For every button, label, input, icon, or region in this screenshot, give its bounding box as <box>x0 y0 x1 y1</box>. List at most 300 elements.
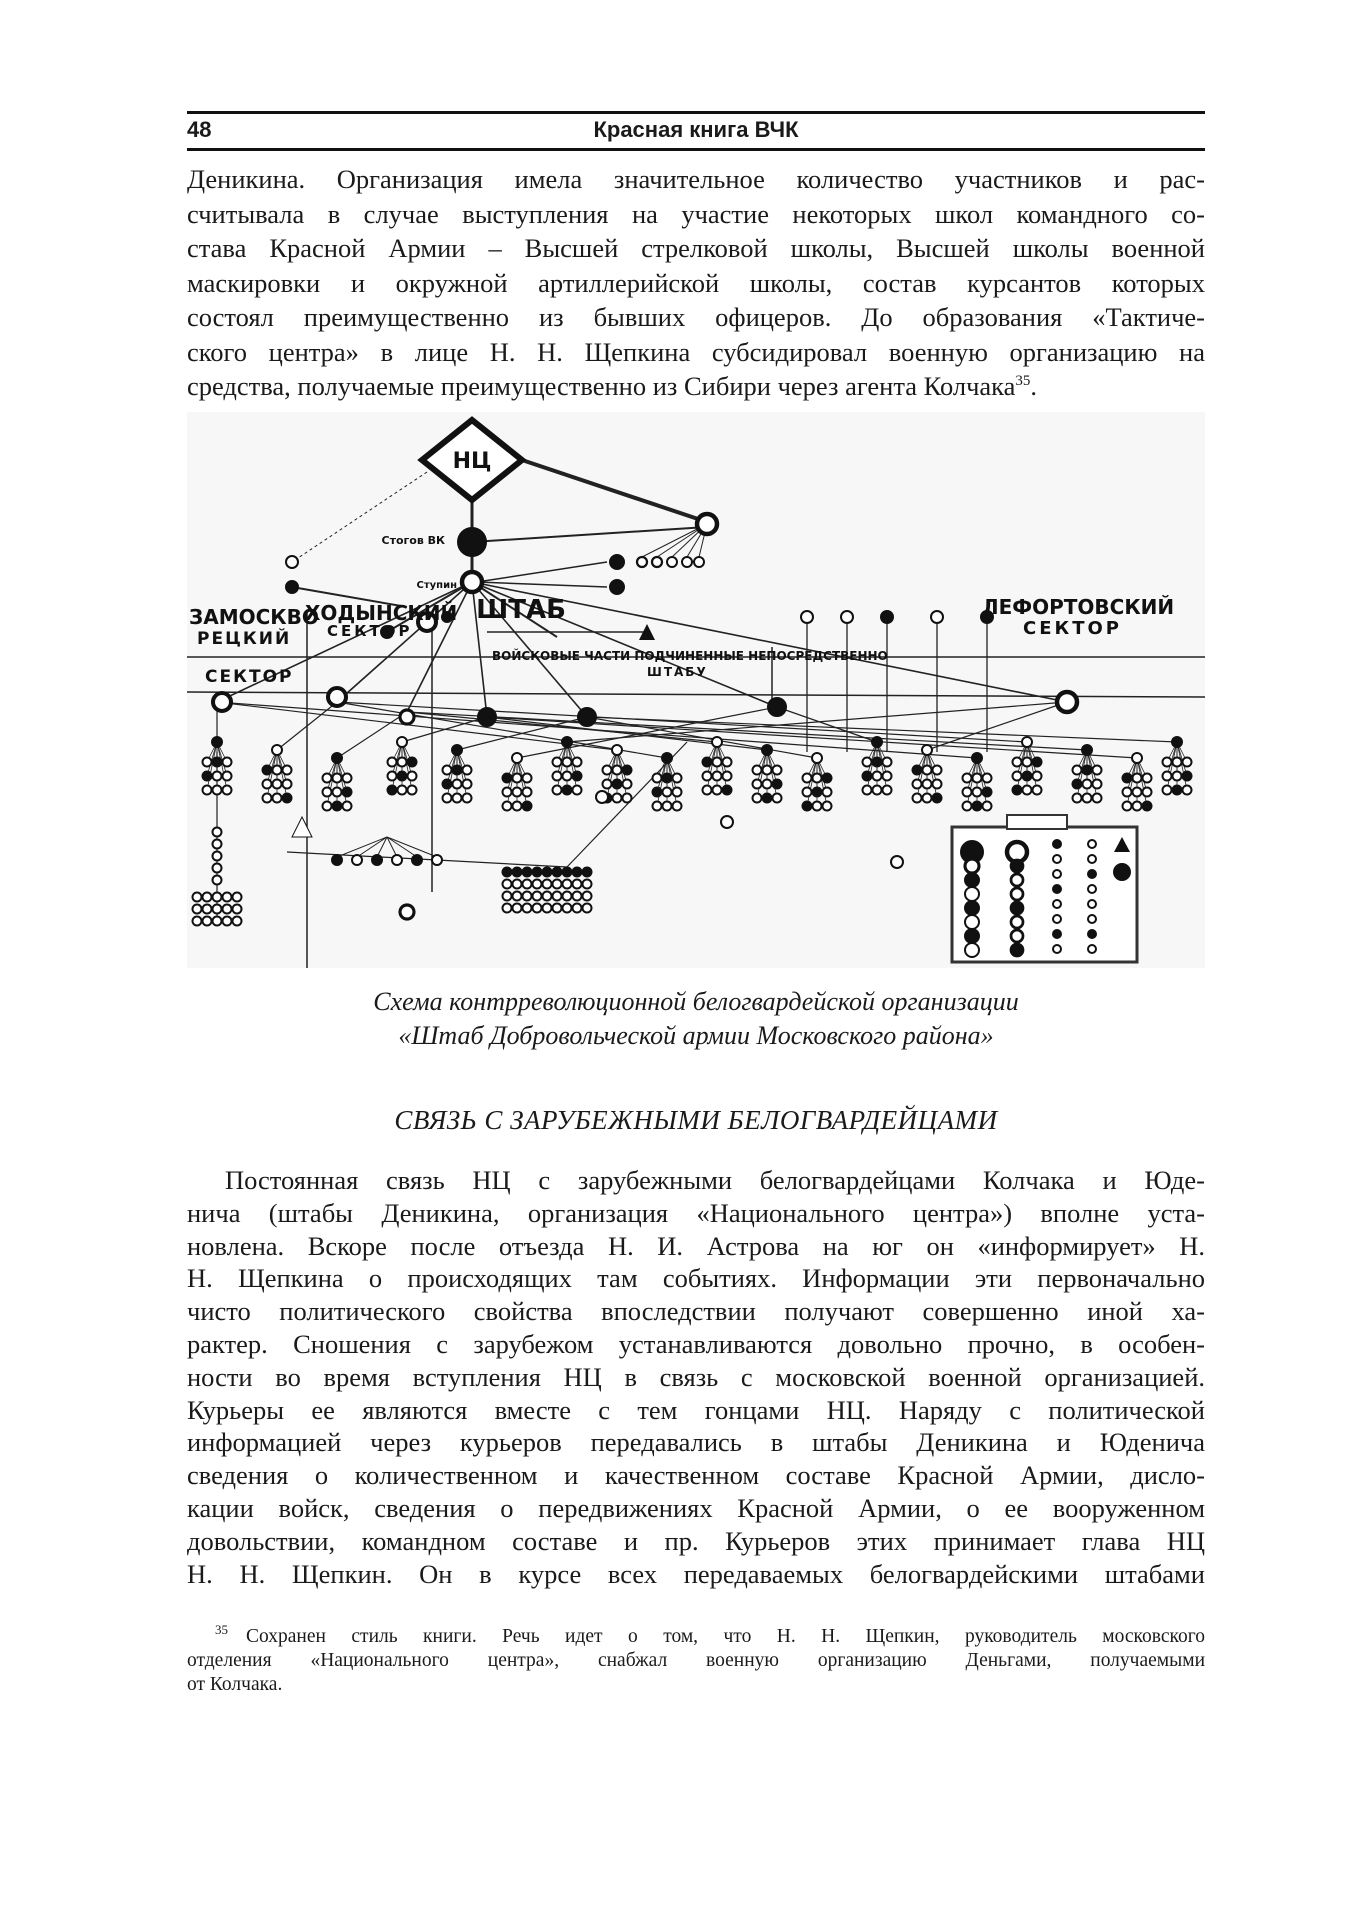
member-node <box>673 774 682 783</box>
member-node-filled <box>813 788 822 797</box>
member-node <box>1011 874 1023 886</box>
member-node-filled <box>398 772 407 781</box>
member-node <box>1133 802 1142 811</box>
member-node-filled <box>333 802 342 811</box>
member-node <box>233 917 242 926</box>
member-node-filled <box>443 780 452 789</box>
member-node <box>432 855 442 865</box>
member-node <box>637 557 647 567</box>
section-heading: СВЯЗЬ С ЗАРУБЕЖНЫМИ БЕЛОГВАРДЕЙЦАМИ <box>394 1105 998 1135</box>
member-node-filled <box>610 555 624 569</box>
member-node-filled <box>513 868 522 877</box>
member-node <box>873 772 882 781</box>
member-node <box>922 745 932 755</box>
member-node <box>723 772 732 781</box>
organization-diagram <box>187 412 1205 968</box>
member-node <box>931 611 943 623</box>
member-node-filled <box>452 745 462 755</box>
member-node <box>813 802 822 811</box>
member-node <box>623 794 632 803</box>
khodynsky-label-1: ХОДЫНСКИЙ <box>305 601 458 625</box>
member-node <box>323 802 332 811</box>
running-head <box>187 114 1205 146</box>
member-node <box>923 794 932 803</box>
member-node-filled <box>543 868 552 877</box>
member-node <box>1073 766 1082 775</box>
member-node <box>523 788 532 797</box>
page-number: 48 <box>187 117 212 142</box>
member-node <box>1033 786 1042 795</box>
text-line: маскировки и окружной артиллерийской школы, состав курсантов которых <box>187 267 1205 298</box>
diagram-svg <box>187 412 1205 968</box>
member-node <box>213 840 222 849</box>
troops-label-1: ВОЙСКОВЫЕ ЧАСТИ ПОДЧИНЕННЫЕ НЕПОСРЕДСТВЕННО <box>492 649 888 663</box>
member-node <box>400 710 414 724</box>
member-node <box>697 514 717 534</box>
member-node <box>352 855 362 865</box>
member-node <box>263 794 272 803</box>
member-node <box>573 892 582 901</box>
footnote-line: отделения «Национального центра», снабжал военную организацию Деньгами, получаемыми <box>187 1650 1205 1671</box>
book-page <box>187 0 1205 1920</box>
member-node <box>443 766 452 775</box>
member-node-filled <box>762 745 772 755</box>
member-node <box>223 917 232 926</box>
member-node <box>801 611 813 623</box>
caption-line: «Штаб Добровольческой армии Московского района» <box>398 1021 994 1050</box>
member-node <box>913 794 922 803</box>
member-node <box>398 758 407 767</box>
member-node <box>603 766 612 775</box>
member-node <box>397 737 407 747</box>
member-node-filled <box>983 788 992 797</box>
member-node-filled <box>823 774 832 783</box>
member-node <box>553 772 562 781</box>
member-node-filled <box>408 758 417 767</box>
member-node <box>667 557 677 567</box>
member-node <box>203 758 212 767</box>
member-node-filled <box>523 868 532 877</box>
khodynsky-label-2: СЕКТОР <box>327 622 413 640</box>
member-node <box>1088 885 1096 893</box>
member-node-filled <box>973 802 982 811</box>
member-node <box>583 880 592 889</box>
member-node <box>213 893 222 902</box>
member-node <box>398 786 407 795</box>
member-node <box>513 788 522 797</box>
member-node <box>1053 855 1061 863</box>
text-line: сведения о количественном и качественном составе Красной Армии, дисло- <box>187 1460 1205 1491</box>
member-node <box>523 774 532 783</box>
member-node <box>1133 788 1142 797</box>
member-node <box>873 786 882 795</box>
text-line-last <box>187 369 1205 404</box>
member-node <box>965 915 979 929</box>
member-node <box>273 780 282 789</box>
member-node <box>1011 888 1023 900</box>
member-node-filled <box>863 772 872 781</box>
text-line: ского центра» в лице Н. Н. Щепкина субсидировал военную организацию на <box>187 336 1205 367</box>
member-node <box>823 788 832 797</box>
member-node <box>973 774 982 783</box>
footnote-line <box>187 1622 1205 1649</box>
member-node-filled <box>872 737 882 747</box>
member-node-filled <box>212 737 222 747</box>
stupin-label: Ступин <box>416 580 457 591</box>
member-node <box>343 802 352 811</box>
figure-caption <box>187 985 1205 1053</box>
member-node <box>553 904 562 913</box>
member-node <box>653 802 662 811</box>
member-node <box>1023 786 1032 795</box>
member-node <box>388 758 397 767</box>
book-title: Красная книга ВЧК <box>593 117 799 142</box>
member-node <box>463 780 472 789</box>
member-node <box>512 753 522 763</box>
member-node <box>193 917 202 926</box>
member-node-filled <box>610 580 624 594</box>
member-node-filled <box>1088 930 1096 938</box>
member-node <box>1123 802 1132 811</box>
zamoskvo-label-3: СЕКТОР <box>205 667 294 687</box>
member-node <box>1133 774 1142 783</box>
member-node <box>965 887 979 901</box>
member-node <box>213 852 222 861</box>
member-node <box>286 556 298 568</box>
member-node-filled <box>1053 930 1061 938</box>
member-node <box>223 772 232 781</box>
member-node <box>753 794 762 803</box>
member-node <box>553 892 562 901</box>
member-node <box>703 772 712 781</box>
member-node <box>713 786 722 795</box>
member-node-filled <box>1172 737 1182 747</box>
member-node <box>272 745 282 755</box>
member-node <box>1173 758 1182 767</box>
text-line: кации войск, сведения о передвижениях Красной Армии, о ее вооруженном <box>187 1492 1205 1523</box>
member-node <box>203 893 212 902</box>
member-node <box>453 794 462 803</box>
member-node <box>233 893 242 902</box>
member-node <box>663 802 672 811</box>
member-node-filled <box>1023 772 1032 781</box>
member-node-filled <box>1183 772 1192 781</box>
member-node-filled <box>286 581 298 593</box>
member-node <box>263 780 272 789</box>
member-node <box>883 772 892 781</box>
member-node <box>1132 753 1142 763</box>
zamoskvo-label-2: РЕЦКИЙ <box>197 629 292 649</box>
member-node <box>763 766 772 775</box>
member-node <box>652 557 662 567</box>
member-node <box>1053 870 1061 878</box>
member-node <box>753 766 762 775</box>
member-node-filled <box>965 929 979 943</box>
member-node <box>533 880 542 889</box>
member-node <box>193 893 202 902</box>
member-node <box>1088 900 1096 908</box>
member-node <box>863 786 872 795</box>
member-node <box>712 737 722 747</box>
member-node-filled <box>412 855 422 865</box>
member-node-filled <box>1073 780 1082 789</box>
member-node <box>388 772 397 781</box>
member-node <box>1088 945 1096 953</box>
member-node <box>503 892 512 901</box>
member-node <box>753 780 762 789</box>
member-node-filled <box>563 786 572 795</box>
member-node <box>673 802 682 811</box>
member-node <box>573 786 582 795</box>
member-node <box>603 780 612 789</box>
member-node <box>1093 794 1102 803</box>
member-node-filled <box>803 802 812 811</box>
member-node <box>213 693 231 711</box>
member-node <box>203 786 212 795</box>
member-node <box>663 788 672 797</box>
member-node <box>273 794 282 803</box>
footnote-text: Сохранен стиль книги. Речь идет о том, что Н. Н. Щепкин, руководитель московского <box>246 1626 1205 1647</box>
member-node-filled <box>1033 758 1042 767</box>
member-node <box>1023 758 1032 767</box>
member-node <box>1163 772 1172 781</box>
member-node <box>513 774 522 783</box>
member-node-filled <box>1088 870 1096 878</box>
member-node <box>392 855 402 865</box>
member-node <box>763 780 772 789</box>
member-node-filled <box>1011 902 1023 914</box>
paragraph-2 <box>187 1164 1205 1590</box>
member-node-filled <box>578 708 596 726</box>
member-node <box>553 758 562 767</box>
member-node-filled <box>503 868 512 877</box>
member-node <box>223 893 232 902</box>
member-node-filled <box>458 528 486 556</box>
member-node <box>193 905 202 914</box>
member-node <box>323 774 332 783</box>
member-node <box>1163 758 1172 767</box>
member-node-filled <box>1082 745 1092 755</box>
member-node <box>213 876 222 885</box>
member-node-filled <box>881 611 893 623</box>
member-node <box>463 766 472 775</box>
member-node <box>963 774 972 783</box>
member-node <box>328 688 346 706</box>
member-node-filled <box>613 780 622 789</box>
member-node <box>513 904 522 913</box>
text-line: чисто политического свойства впоследствии получают совершенно иной ха- <box>187 1296 1205 1327</box>
member-node-filled <box>1053 885 1061 893</box>
member-node <box>408 786 417 795</box>
member-node <box>723 758 732 767</box>
member-node-filled <box>523 802 532 811</box>
text-line: ности во время вступления НЦ в связь с московской военной организацией. <box>187 1361 1205 1392</box>
member-node-filled <box>562 737 572 747</box>
member-node <box>883 786 892 795</box>
member-node <box>203 905 212 914</box>
member-node <box>963 788 972 797</box>
member-node <box>713 772 722 781</box>
member-node <box>803 774 812 783</box>
text-line: Н. Н. Щепкин. Он в курсе всех передаваемых белогвардейскими штабами <box>187 1558 1205 1589</box>
member-node-filled <box>332 855 342 865</box>
member-node <box>1088 915 1096 923</box>
member-node <box>1013 772 1022 781</box>
member-node <box>1013 758 1022 767</box>
text-line: состоял преимущественно из бывших офицеров. До образования «Тактиче- <box>187 302 1205 332</box>
member-node <box>513 802 522 811</box>
member-node <box>773 794 782 803</box>
member-node-filled <box>662 753 672 763</box>
member-node <box>1088 840 1096 848</box>
member-node-filled <box>453 766 462 775</box>
member-node <box>913 780 922 789</box>
member-node <box>223 905 232 914</box>
text-line: Курьеры ее являются вместе с тем гонцами НЦ. Наряду с политической <box>187 1394 1205 1425</box>
member-node <box>273 766 282 775</box>
member-node <box>543 892 552 901</box>
member-node <box>823 802 832 811</box>
member-node-filled <box>388 786 397 795</box>
member-node-filled <box>332 753 342 763</box>
text-line: довольствии, командном составе и пр. Курьеров этих принимает глава НЦ <box>187 1525 1205 1556</box>
member-node <box>813 774 822 783</box>
member-node <box>773 766 782 775</box>
member-node <box>1057 692 1077 712</box>
member-node-filled <box>563 868 572 877</box>
member-node <box>573 758 582 767</box>
member-node-filled <box>972 753 982 763</box>
member-node <box>213 772 222 781</box>
member-node <box>462 572 482 592</box>
member-node <box>1083 794 1092 803</box>
lefortovsky-label-1: ЛЕФОРТОВСКИЙ <box>982 595 1175 619</box>
member-node-filled <box>503 774 512 783</box>
member-node <box>333 774 342 783</box>
member-node-filled <box>703 758 712 767</box>
member-node-filled <box>283 794 292 803</box>
text-line: новлена. Вскоре после отъезда Н. И. Астрова на юг он «информирует» Н. <box>187 1230 1205 1261</box>
member-node-filled <box>663 774 672 783</box>
member-node-filled <box>913 766 922 775</box>
member-node-filled <box>343 788 352 797</box>
member-node <box>623 780 632 789</box>
text-line: информацией через курьеров передавались в штабы Деникина и Юденича <box>187 1427 1205 1458</box>
member-node <box>223 758 232 767</box>
member-node <box>323 788 332 797</box>
member-node <box>553 880 562 889</box>
member-node-filled <box>653 788 662 797</box>
member-node-filled <box>1123 774 1132 783</box>
footnote-reference[interactable]: 35 <box>1015 373 1031 389</box>
member-node-filled <box>965 901 979 915</box>
member-node-filled <box>768 698 786 716</box>
member-node-filled <box>1053 840 1061 848</box>
member-node <box>503 904 512 913</box>
member-node-filled <box>213 758 222 767</box>
member-node <box>713 758 722 767</box>
member-node <box>613 794 622 803</box>
member-node <box>1022 737 1032 747</box>
end-punctuation: . <box>1030 371 1038 401</box>
member-node <box>563 904 572 913</box>
member-node <box>891 856 903 868</box>
diagram-legend-tab <box>1007 815 1067 829</box>
member-node <box>553 786 562 795</box>
member-node <box>503 788 512 797</box>
member-node <box>213 828 222 837</box>
member-node <box>1093 780 1102 789</box>
paragraph-1 <box>187 162 1205 404</box>
member-node-filled <box>553 868 562 877</box>
member-node <box>1143 774 1152 783</box>
member-node <box>513 880 522 889</box>
member-node <box>213 917 222 926</box>
member-node <box>965 859 979 873</box>
member-node-filled <box>1173 786 1182 795</box>
member-node <box>965 943 979 957</box>
member-node <box>983 774 992 783</box>
member-node <box>213 905 222 914</box>
member-node <box>653 774 662 783</box>
text-line: става Красной Армии – Высшей стрелковой школы, Высшей школы военной <box>187 233 1205 263</box>
member-node <box>523 904 532 913</box>
member-node-filled <box>623 766 632 775</box>
member-node <box>503 802 512 811</box>
member-node <box>523 892 532 901</box>
member-node-filled <box>372 855 382 865</box>
footnote-line: от Колчака. <box>187 1674 283 1695</box>
member-node <box>443 794 452 803</box>
member-node <box>203 917 212 926</box>
member-node <box>453 780 462 789</box>
member-node <box>923 780 932 789</box>
member-node <box>1033 772 1042 781</box>
member-node-filled <box>933 794 942 803</box>
stogov-label: Стогов ВК <box>381 534 445 547</box>
header-rule-bottom <box>187 148 1205 151</box>
member-node <box>863 758 872 767</box>
member-node <box>408 772 417 781</box>
member-node-filled <box>1143 802 1152 811</box>
member-node <box>596 791 608 803</box>
member-node-filled <box>873 758 882 767</box>
member-node <box>563 758 572 767</box>
member-node-filled <box>478 708 496 726</box>
member-node <box>1083 780 1092 789</box>
member-node-filled <box>723 786 732 795</box>
member-node <box>513 892 522 901</box>
member-node <box>213 864 222 873</box>
member-node <box>523 880 532 889</box>
member-node-filled <box>1011 944 1023 956</box>
member-node <box>973 788 982 797</box>
member-node <box>963 802 972 811</box>
member-node <box>583 904 592 913</box>
member-node <box>333 788 342 797</box>
member-node <box>563 772 572 781</box>
member-node <box>563 880 572 889</box>
member-node <box>613 766 622 775</box>
footnote <box>187 1622 1205 1697</box>
member-node <box>400 905 414 919</box>
member-node <box>213 786 222 795</box>
member-node <box>1088 855 1096 863</box>
member-node <box>1093 766 1102 775</box>
member-node <box>841 611 853 623</box>
member-node <box>223 786 232 795</box>
member-node <box>1173 772 1182 781</box>
